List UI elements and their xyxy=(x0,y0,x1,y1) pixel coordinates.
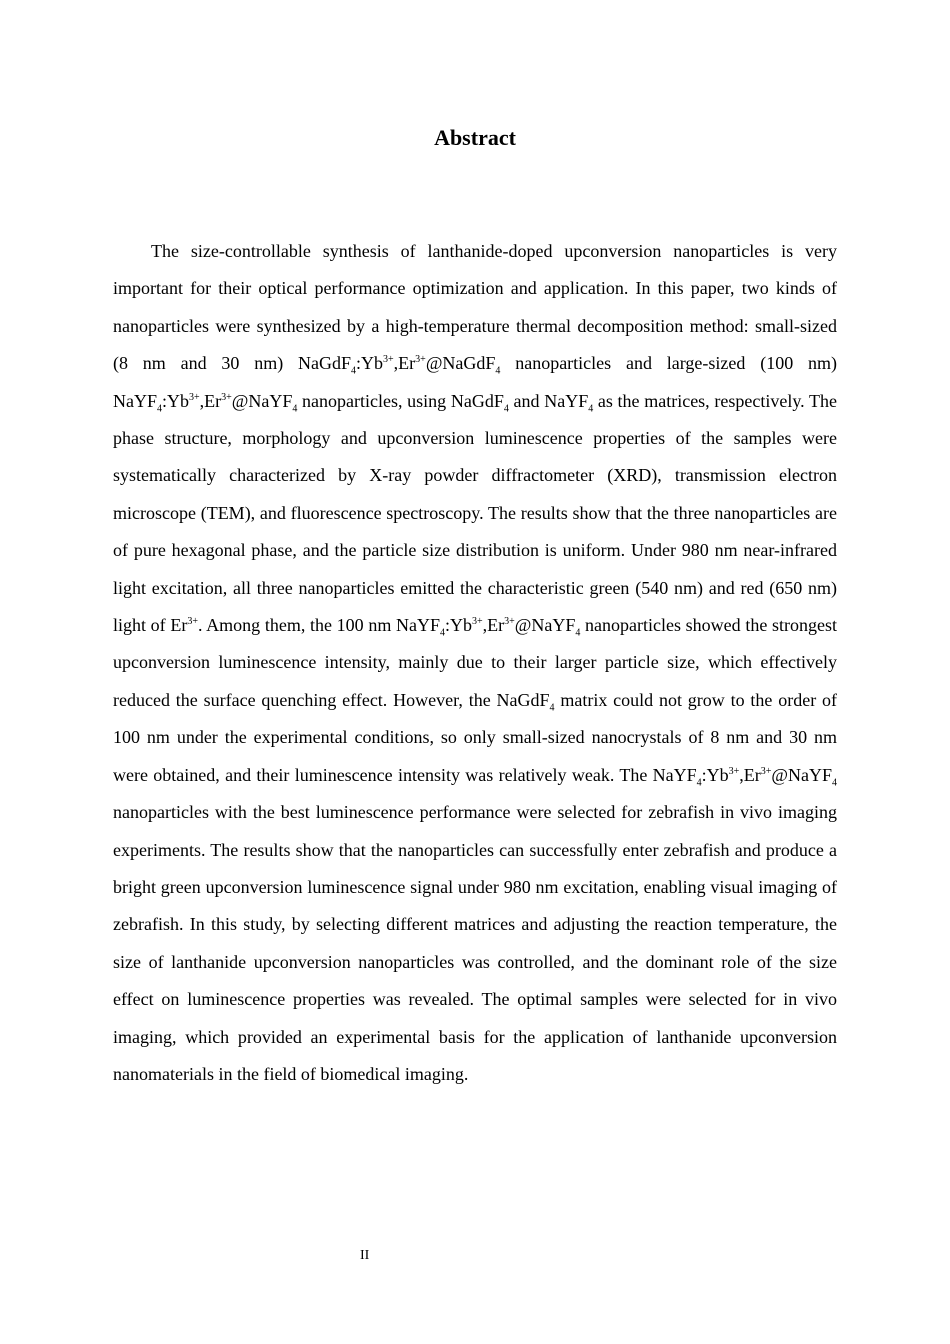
subscript: 4 xyxy=(575,627,581,639)
text-run: :Yb xyxy=(356,353,384,374)
text-run: nanoparticles showed the strongest upconversion luminescence intensity, mainly due to their larger particle size, which effectively reduced the surface quenching effect. However, the NaGdF xyxy=(113,615,837,710)
subscript: 4 xyxy=(696,777,702,789)
text-run: @NaYF xyxy=(771,764,832,785)
superscript: 3+ xyxy=(383,354,394,366)
text-run: and NaYF xyxy=(508,390,589,411)
text-run: ,Er xyxy=(739,764,761,785)
superscript: 3+ xyxy=(760,765,772,777)
text-run: matrix could not grow to the order of 100 nm under the experimental conditions, so only small-sized nanocrystals of 8 nm and 30 nm were obtained, and their luminescence intensity was relatively weak. The NaYF xyxy=(113,689,838,785)
subscript: 4 xyxy=(292,403,298,415)
abstract-paragraph xyxy=(113,233,837,1093)
subscript: 4 xyxy=(157,403,162,415)
superscript: 3+ xyxy=(221,391,232,403)
superscript: 3+ xyxy=(504,616,515,628)
abstract-heading: Abstract xyxy=(434,125,516,150)
superscript: 3+ xyxy=(472,616,483,628)
subscript: 4 xyxy=(440,627,446,639)
text-run: nanoparticles with the best luminescence performance were selected for zebrafish in vivo imaging experiments. The results show that the nanoparticles can successfully enter zebrafish and produce a bright green upconversion luminescence signal under 980 nm excitation, enabling visual imaging of zebrafish. In this study, by selecting different matrices and adjusting the reaction temperature, the size of lanthanide upconversion nanoparticles was controlled, and the dominant role of the size effect on luminescence properties was revealed. The optimal samples were selected for in vivo imaging, which provided an experimental basis for the application of lanthanide upconversion nanomaterials in the field of biomedical imaging. xyxy=(113,802,837,1084)
text-run: nanoparticles and large-sized (100 nm) NaYF xyxy=(113,353,837,411)
subscript: 4 xyxy=(495,365,501,377)
text-run: as the matrices, respectively. The phase structure, morphology and upconversion luminescence properties of the samples were systematically characterized by X-ray powder diffractometer (XRD), transmission electron microscope (TEM), and fluorescence spectroscopy. The results show that the three nanoparticles are of pure hexagonal phase, and the particle size distribution is uniform. Under 980 nm near-infrared light excitation, all three nanoparticles emitted the characteristic green (540 nm) and red (650 nm) light of Er xyxy=(113,390,837,636)
text-run: ,Er xyxy=(482,615,505,636)
text-run: nanoparticles, using NaGdF xyxy=(297,390,504,411)
text-run: ,Er xyxy=(199,390,222,411)
text-run: :Yb xyxy=(445,615,473,636)
subscript: 4 xyxy=(351,365,357,377)
text-run: @NaYF xyxy=(231,390,293,411)
superscript: 3+ xyxy=(189,391,200,403)
subscript: 4 xyxy=(503,403,509,415)
superscript: 3+ xyxy=(415,354,426,366)
subscript: 4 xyxy=(588,403,594,415)
text-run: :Yb xyxy=(701,764,729,785)
subscript: 4 xyxy=(549,702,555,714)
text-run: @NaYF xyxy=(514,615,576,636)
superscript: 3+ xyxy=(187,616,198,628)
text-run: The size-controllable synthesis of lanthanide-doped upconversion nanoparticles is very important for their optical performance optimization and application. In this paper, two kinds of nanoparticles were synthesized by a high-temperature thermal decomposition method: small-sized (8 nm and 30 nm) NaGdF xyxy=(113,241,837,374)
text-run: :Yb xyxy=(162,390,189,411)
text-run: . Among them, the 100 nm NaYF xyxy=(197,615,441,636)
subscript: 4 xyxy=(832,777,837,789)
text-run: ,Er xyxy=(393,353,416,374)
page-number: II xyxy=(360,1248,370,1263)
superscript: 3+ xyxy=(728,765,740,777)
text-run: @NaGdF xyxy=(425,353,496,374)
